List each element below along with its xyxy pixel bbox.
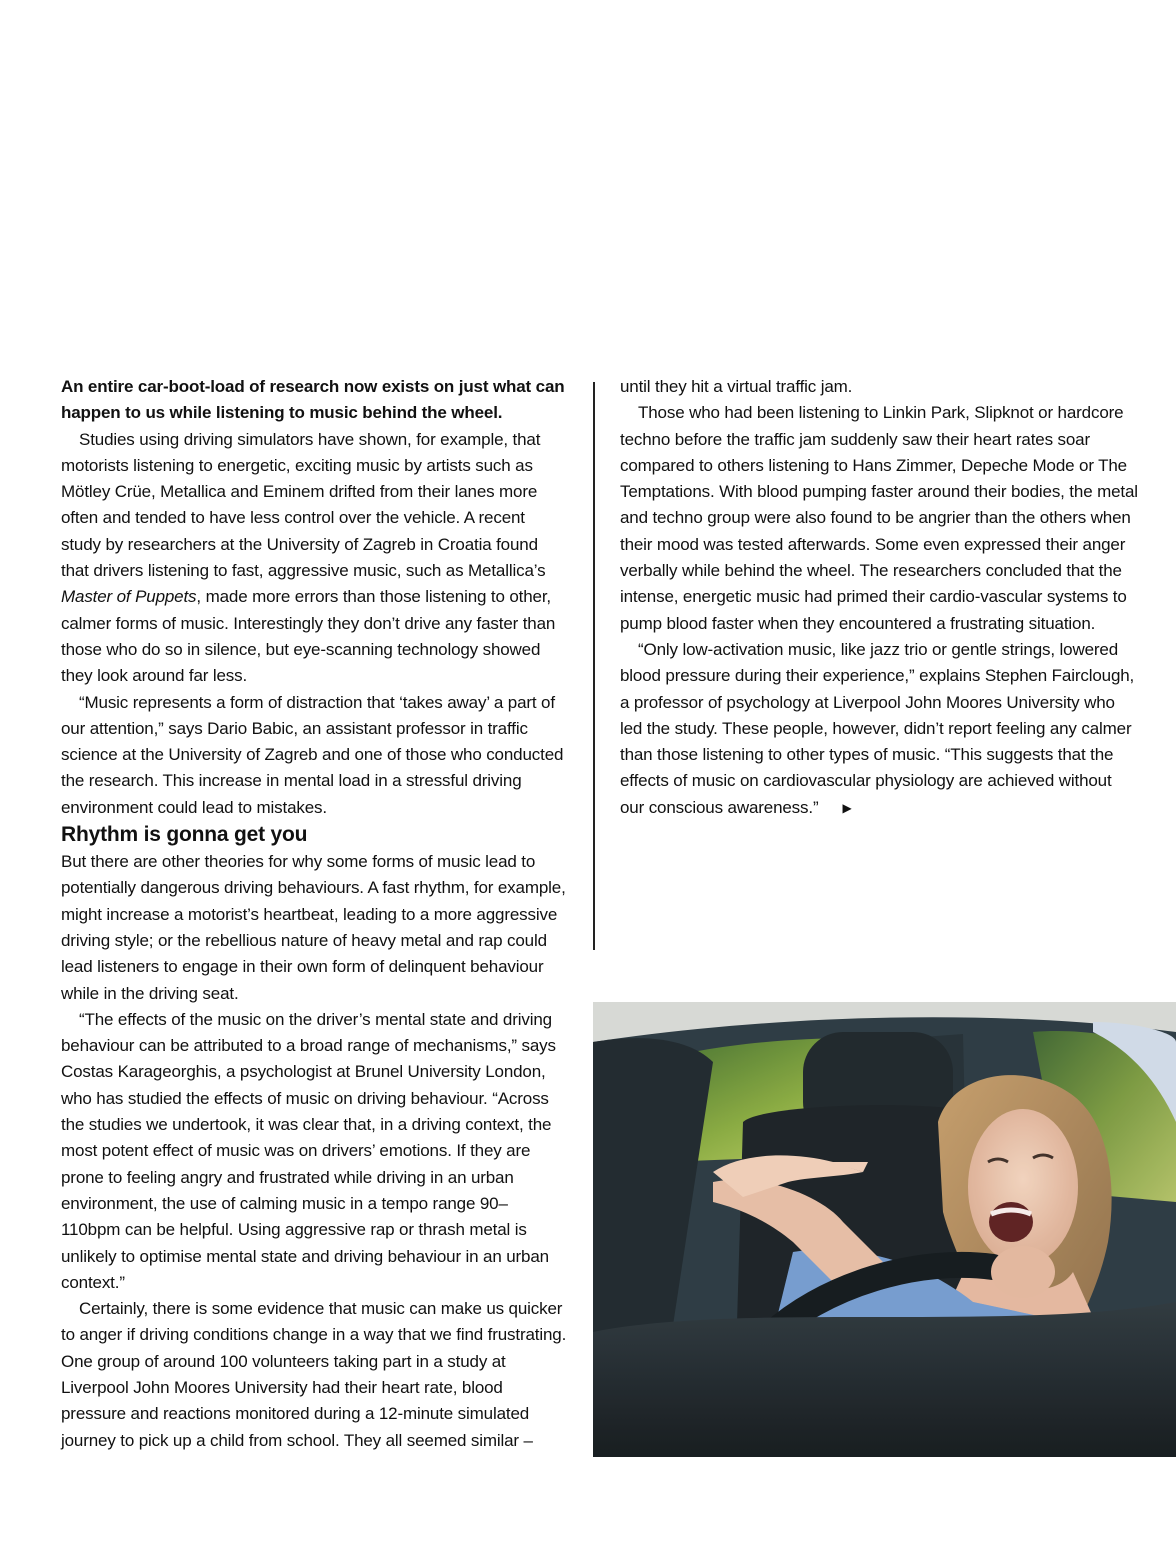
article-paragraph-3: But there are other theories for why some forms of music lead to potentially dangerous driving behaviours. A fast rhythm, for example, might increase a motorist’s heartbeat, leading to a more aggressive driving style; or the rebellious nature of heavy metal and rap could lead listeners to engage in their own form of delinquent behaviour while in the driving seat. (61, 852, 566, 1003)
song-title: Master of Puppets (61, 587, 197, 607)
article-paragraph-7 (620, 637, 1140, 821)
photo-angry-driver (593, 1002, 1176, 1457)
article-paragraph-2: “Music represents a form of distraction that ‘takes away’ a part of our attention,” says Dario Babic, an assistant professor in traffic science at the University of Zagreb and one of those who conducted the research. This increase in mental load in a stressful driving environment could lead to mistakes. (61, 692, 564, 817)
article-column-left (61, 374, 567, 1454)
article-lead: An entire car-boot-load of research now exists on just what can happen to us while listening to music behind the wheel. (61, 377, 565, 423)
column-divider (593, 382, 595, 950)
article-paragraph-1 (61, 427, 567, 690)
paragraph-7-text: “Only low-activation music, like jazz trio or gentle strings, lowered blood pressure during their experience,” explains Stephen Fairclough, a professor of psychology at Liverpool John Moores University who led the study. These people, however, didn’t report feeling any calmer than those listening to other types of music. “This suggests that the effects of music on cardiovascular physiology are achieved without our conscious awareness.” (620, 639, 1135, 817)
paragraph-1-text-a: Studies using driving simulators have shown, for example, that motorists listening to energetic, exciting music by artists such as Mötley Crüe, Metallica and Eminem drifted from their lanes more often and tended to have less control over the vehicle. A recent study by researchers at the University of Zagreb in Croatia found that drivers listening to fast, aggressive music, such as Metallica’s (61, 429, 546, 581)
end-mark-icon: ▶ (842, 800, 852, 815)
column-continuation-spacer: until they hit a virtual traffic jam. (620, 377, 853, 396)
article-subheading: Rhythm is gonna get you (61, 823, 308, 847)
article-paragraph-6: Those who had been listening to Linkin Park, Slipknot or hardcore techno before the traffic jam suddenly saw their heart rates soar compared to others listening to Hans Zimmer, Depeche Mode or The Temptations. With blood pumping faster around their bodies, the metal and techno group were also found to be angrier than the others when their mood was tested afterwards. Some even expressed their anger verbally while behind the wheel. The researchers concluded that the intense, energetic music had primed their cardio-vascular systems to pump blood faster when they encountered a frustrating situation. (620, 403, 1138, 633)
article-paragraph-4: “The effects of the music on the driver’s mental state and driving behaviour can be attributed to a broad range of mechanisms,” says Costas Karageorghis, a psychologist at Brunel University London, who has studied the effects of music on driving behaviour. “Across the studies we undertook, it was clear that, in a driving context, the most potent effect of music was on drivers’ emotions. If they are prone to feeling angry and frustrated while driving in an urban environment, the use of calming music in a tempo range 90–110bpm can be helpful. Using aggressive rap or thrash metal is unlikely to optimise mental state and driving behaviour in an urban context.” (61, 1009, 556, 1292)
driver-illustration (593, 1002, 1176, 1457)
article-column-right (620, 374, 1140, 821)
article-paragraph-5: Certainly, there is some evidence that music can make us quicker to anger if driving conditions change in a way that we find frustrating. One group of around 100 volunteers taking part in a study at Liverpool John Moores University had their heart rate, blood pressure and reactions monitored during a 12-minute simulated journey to pick up a child from school. They all seemed similar – (61, 1299, 567, 1450)
paragraph-1-text-b: , made more errors than those listening to other, calmer forms of music. Interestingly they don’t drive any faster than those who do so in silence, but eye-scanning technology showed they look around far less. (61, 587, 556, 686)
